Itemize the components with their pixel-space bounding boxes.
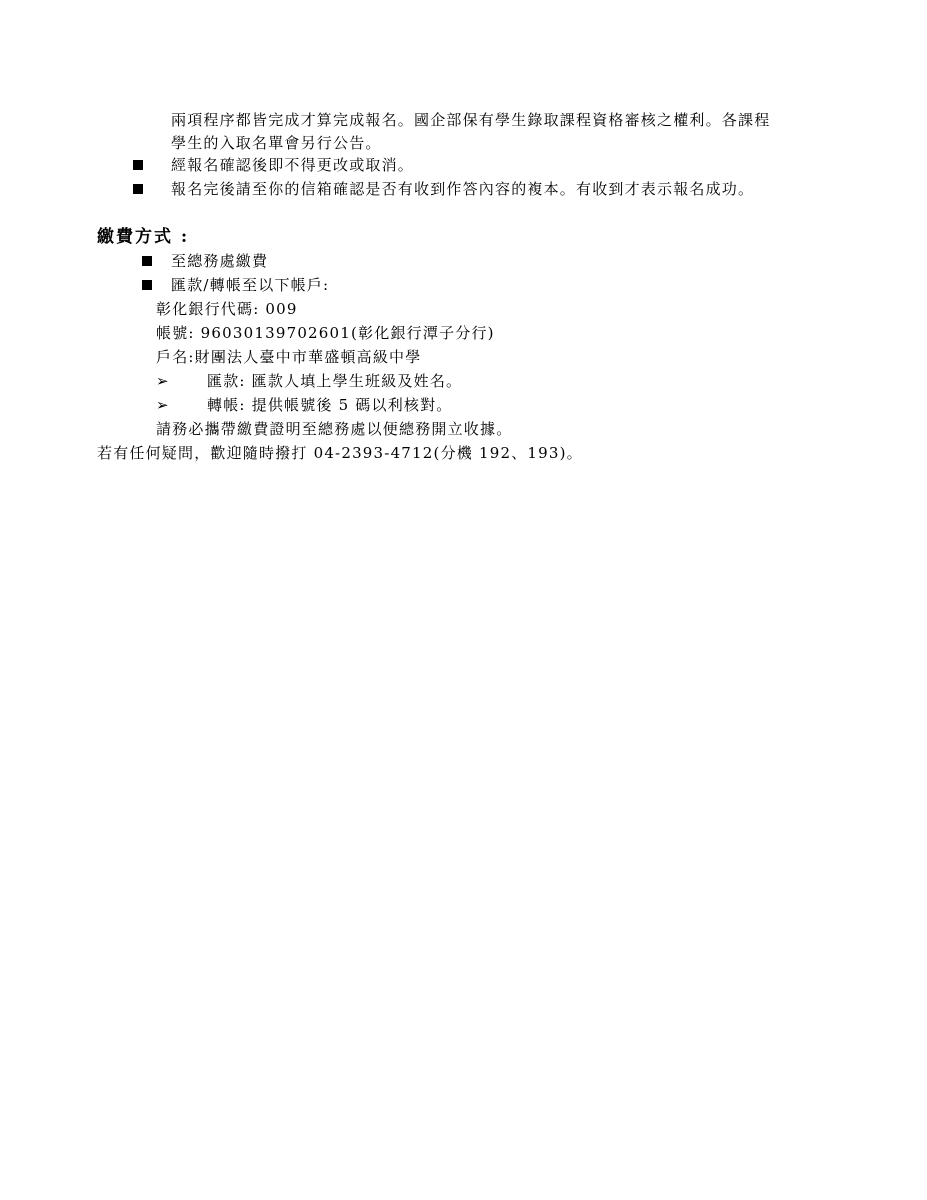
account-number: 帳號: 96030139702601(彰化銀行潭子分行) (156, 324, 495, 342)
registration-continuation-line-1: 兩項程序都皆完成才算完成報名。國企部保有學生錄取課程資格審核之權利。各課程 (171, 111, 771, 129)
contact-line: 若有任何疑問，歡迎隨時撥打 04-2393-4712(分機 192、193)。 (97, 444, 583, 462)
registration-continuation-line-2: 學生的入取名單會另行公告。 (171, 134, 382, 152)
registration-bullet-2: 報名完後請至你的信箱確認是否有收到作答內容的複本。有收到才表示報名成功。 (171, 180, 755, 198)
arrow-bullet-icon: ➢ (156, 372, 169, 390)
payment-heading: 繳費方式 : (97, 227, 190, 247)
payment-bullet-transfer: 匯款/轉帳至以下帳戶: (171, 276, 330, 294)
receipt-note: 請務必攜帶繳費證明至總務處以便總務開立收據。 (156, 420, 513, 438)
square-bullet-icon (133, 160, 143, 170)
square-bullet-icon (133, 184, 143, 194)
payment-bullet-counter: 至總務處繳費 (171, 252, 269, 270)
bank-code: 彰化銀行代碼: 009 (156, 300, 298, 318)
square-bullet-icon (142, 256, 152, 266)
square-bullet-icon (142, 280, 152, 290)
transfer-note: 轉帳: 提供帳號後 5 碼以利核對。 (207, 396, 453, 414)
arrow-bullet-icon: ➢ (156, 396, 169, 414)
account-name: 戶名:財團法人臺中市華盛頓高級中學 (156, 348, 422, 366)
registration-bullet-1: 經報名確認後即不得更改或取消。 (171, 156, 415, 174)
remittance-note: 匯款: 匯款人填上學生班級及姓名。 (207, 372, 463, 390)
